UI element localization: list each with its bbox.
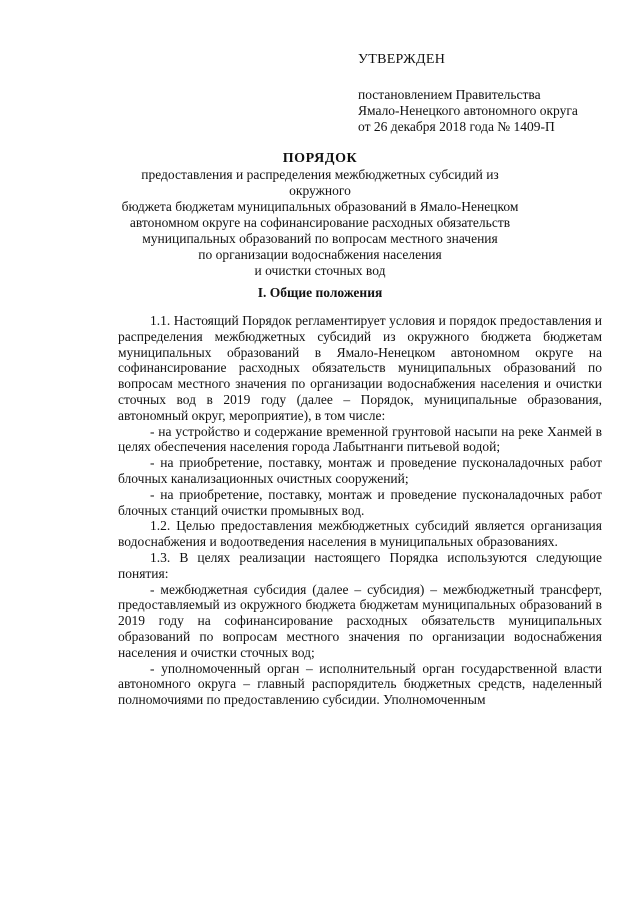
approval-line: постановлением Правительства (358, 87, 541, 102)
paragraph: - на приобретение, поставку, монтаж и проведение пусконаладочных работ блочных станций очистки промывных вод. (118, 486, 602, 518)
document-body (118, 313, 602, 708)
paragraph: - межбюджетная субсидия (далее – субсидия) – межбюджетный трансферт, предоставляемый из окружного бюджета бюджетам муниципальных образований в 2019 году на софинансирование расходных обязательств муниципальных образований по вопросам местного значения по организации водоснабжения населения и очистки сточных вод; (118, 581, 602, 660)
paragraph: - уполномоченный орган – исполнительный орган государственной власти автономного округа – главный распорядитель бюджетных средств, наделенный полномочиями по предоставлению субсидии. Уполномоченным (118, 660, 602, 708)
approval-line: Ямало-Ненецкого автономного округа (358, 103, 578, 118)
title-line: и очистки сточных вод (254, 263, 386, 278)
paragraph: 1.3. В целях реализации настоящего Порядка используются следующие понятия: (118, 549, 602, 581)
title-line: бюджета бюджетам муниципальных образований в Ямало-Ненецком (121, 199, 519, 214)
title-line: автономном округе на софинансирование расходных обязательств (129, 215, 511, 230)
paragraph: - на устройство и содержание временной грунтовой насыпи на реке Ханмей в целях обеспечения населения города Лабытнанги питьевой водой; (118, 423, 602, 455)
paragraph: - на приобретение, поставку, монтаж и проведение пусконаладочных работ блочных канализационных очистных сооружений; (118, 455, 602, 486)
title-heading: ПОРЯДОК (282, 151, 358, 166)
title-line: муниципальных образований по вопросам местного значения (142, 231, 498, 246)
title-line: по организации водоснабжения населения (198, 247, 442, 262)
section-heading: I. Общие положения (257, 285, 383, 300)
approval-stamp: УТВЕРЖДЕН (358, 52, 446, 67)
document-title (118, 151, 522, 279)
title-line: предоставления и распределения межбюджетных субсидий из окружного (141, 167, 499, 198)
paragraph: 1.2. Целью предоставления межбюджетных субсидий является организация водоснабжения и водоотведения населения в муниципальных образованиях. (118, 518, 602, 550)
approval-line: от 26 декабря 2018 года № 1409-П (358, 119, 555, 134)
paragraph: 1.1. Настоящий Порядок регламентирует условия и порядок предоставления и распределения межбюджетных субсидий из окружного бюджета бюджетам муниципальных образований в Ямало-Ненецком автономном округе на софинансирование расходных обязательств муниципальных образований по вопросам местного значения по организации водоснабжения населения и очистки сточных вод в 2019 году (далее – Порядок, муниципальные образования, автономный округ, мероприятие), в том числе: (118, 313, 602, 423)
approval-block (358, 52, 628, 135)
